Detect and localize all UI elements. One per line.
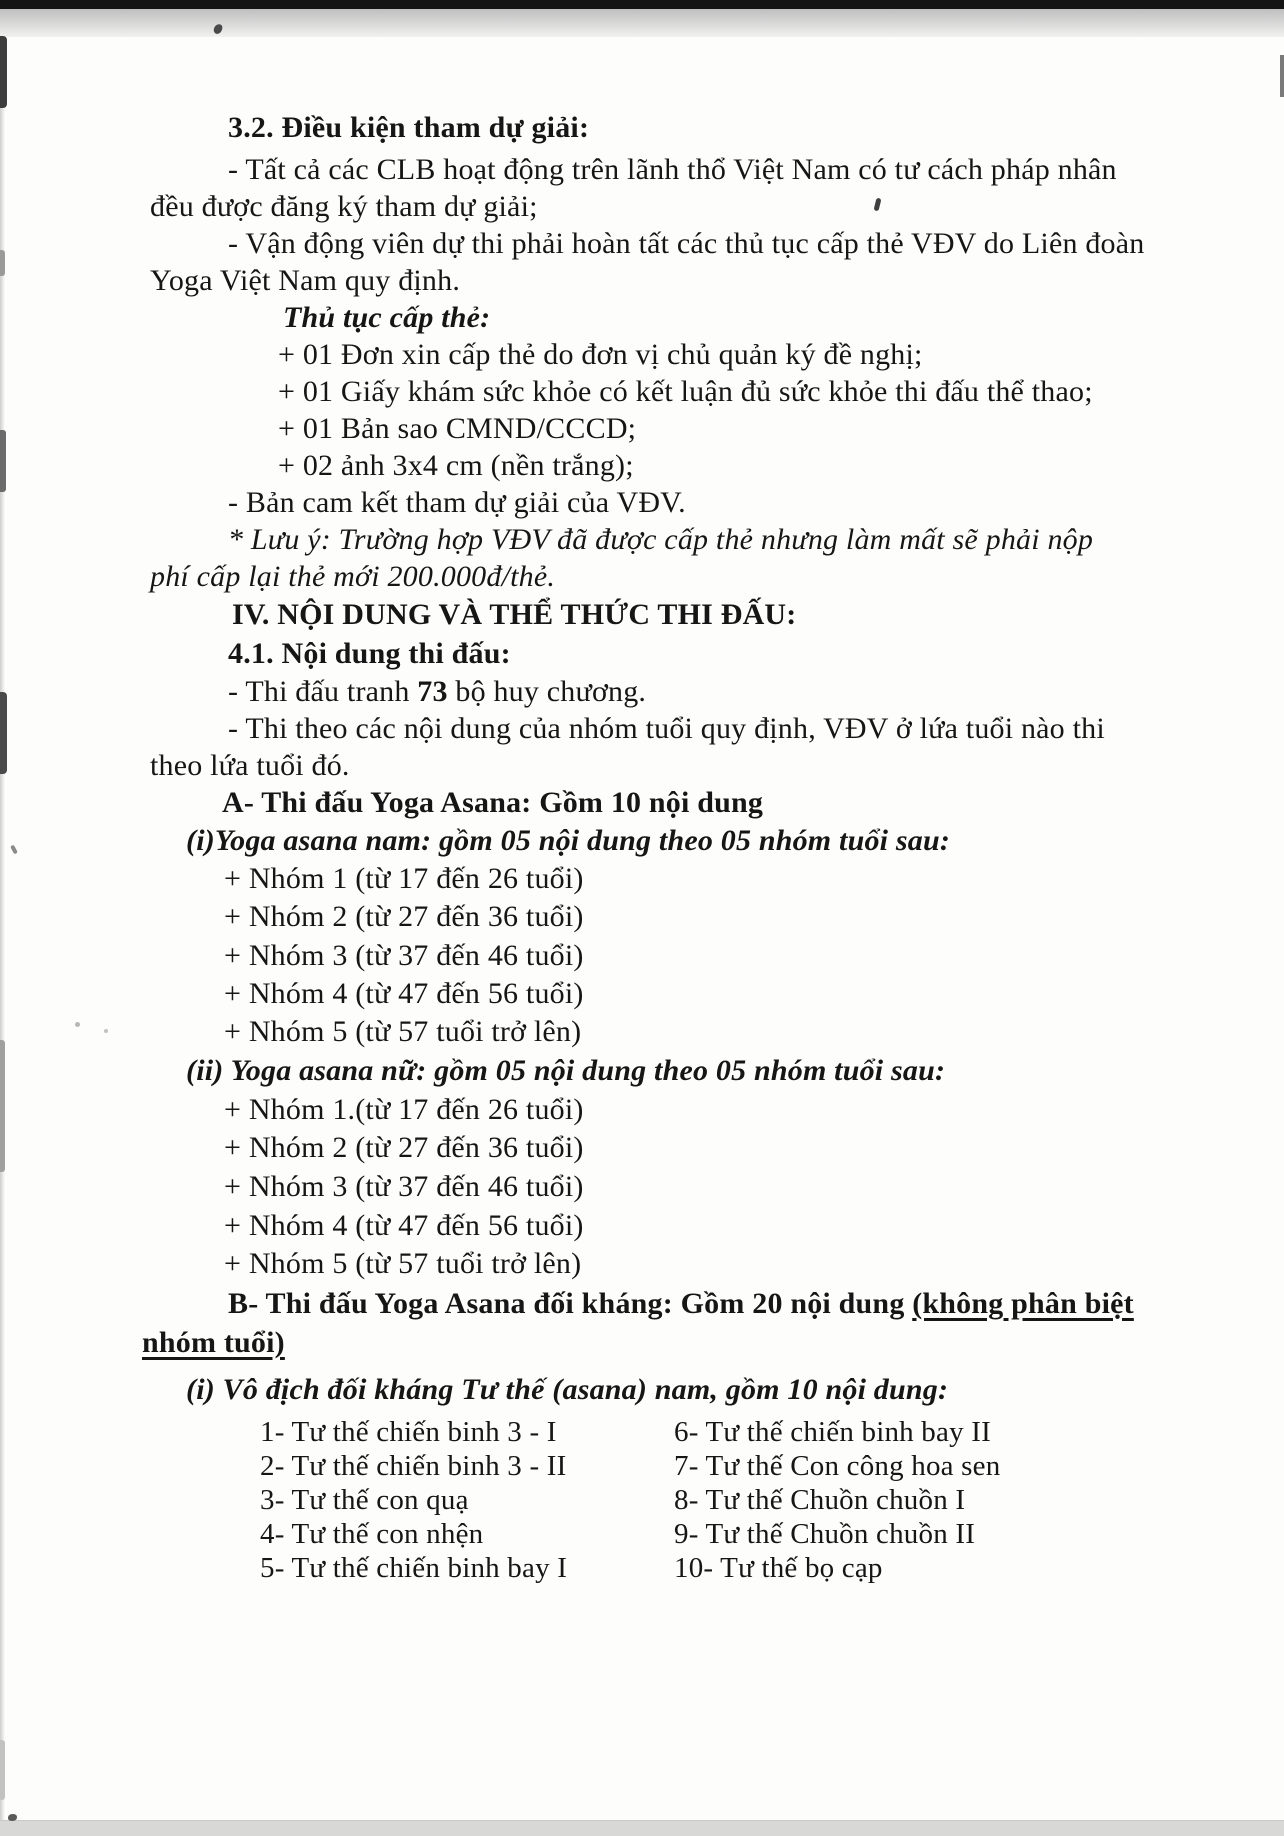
- pose-item-5: 5- Tư thế chiến binh bay I: [260, 1552, 568, 1584]
- scan-speck: [8, 1814, 17, 1821]
- paragraph-clb-line1: - Tất cả các CLB hoạt động trên lãnh thổ Việt Nam có tư cách pháp nhân: [228, 153, 1117, 186]
- age-rule-line1: - Thi theo các nội dung của nhóm tuổi quy định, VĐV ở lứa tuổi nào thi: [228, 712, 1105, 745]
- female-group-1: + Nhóm 1.(từ 17 đến 26 tuổi): [224, 1093, 584, 1126]
- female-asana-heading: (ii) Yoga asana nữ: gồm 05 nội dung theo 05 nhóm tuổi sau:: [186, 1054, 946, 1087]
- female-group-3: + Nhóm 3 (từ 37 đến 46 tuổi): [224, 1170, 584, 1203]
- procedure-item-2: + 01 Giấy khám sức khỏe có kết luận đủ sức khỏe thi đấu thể thao;: [278, 375, 1093, 408]
- paragraph-vdv-line2: Yoga Việt Nam quy định.: [150, 264, 461, 297]
- commitment-line: - Bản cam kết tham dự giải của VĐV.: [228, 486, 686, 519]
- female-group-5: + Nhóm 5 (từ 57 tuổi trở lên): [224, 1247, 582, 1280]
- scan-speck: [874, 198, 882, 212]
- age-rule-line2: theo lứa tuổi đó.: [150, 749, 350, 782]
- male-asana-heading: (i)Yoga asana nam: gồm 05 nội dung theo 05 nhóm tuổi sau:: [186, 824, 951, 857]
- medal-prefix: - Thi đấu tranh: [228, 675, 418, 708]
- scan-speck: [10, 845, 18, 855]
- procedure-item-1: + 01 Đơn xin cấp thẻ do đơn vị chủ quản ký đề nghị;: [278, 338, 923, 371]
- pose-item-3: 3- Tư thế con quạ: [260, 1484, 469, 1516]
- scan-speck: [104, 1029, 108, 1033]
- procedure-item-3: + 01 Bản sao CMND/CCCD;: [278, 412, 637, 445]
- subsection-b-heading-line1: [228, 1286, 1134, 1322]
- section-4-heading: IV. NỘI DUNG VÀ THỂ THỨC THI ĐẤU:: [232, 598, 797, 631]
- female-group-2: + Nhóm 2 (từ 27 đến 36 tuổi): [224, 1131, 584, 1164]
- male-group-5: + Nhóm 5 (từ 57 tuổi trở lên): [224, 1015, 582, 1048]
- scan-artifact: [0, 1740, 5, 1800]
- pose-item-10: 10- Tư thế bọ cạp: [674, 1552, 883, 1584]
- scan-artifact: [0, 250, 5, 276]
- pose-item-1: 1- Tư thế chiến binh 3 - I: [260, 1416, 557, 1448]
- male-group-1: + Nhóm 1 (từ 17 đến 26 tuổi): [224, 862, 584, 895]
- b-heading-underlined: (không phân biệt: [912, 1287, 1134, 1320]
- section-4-1-heading: 4.1. Nội dung thi đấu:: [228, 637, 511, 670]
- procedure-heading: Thủ tục cấp thẻ:: [283, 301, 491, 334]
- medal-count: 73: [417, 675, 448, 708]
- paragraph-clb-line2: đều được đăng ký tham dự giải;: [150, 190, 538, 223]
- pose-item-8: 8- Tư thế Chuồn chuồn I: [674, 1484, 966, 1516]
- duel-male-heading: (i) Vô địch đối kháng Tư thế (asana) nam, gồm 10 nội dung:: [186, 1373, 949, 1406]
- scan-edge-bottom-gray: [0, 1820, 1284, 1836]
- pose-item-9: 9- Tư thế Chuồn chuồn II: [674, 1518, 976, 1550]
- female-group-4: + Nhóm 4 (từ 47 đến 56 tuổi): [224, 1209, 584, 1242]
- pose-item-2: 2- Tư thế chiến binh 3 - II: [260, 1450, 567, 1482]
- scan-edge-top-black: [0, 0, 1284, 9]
- scan-artifact: [0, 1040, 5, 1172]
- scan-speck: [75, 1022, 80, 1027]
- male-group-2: + Nhóm 2 (từ 27 đến 36 tuổi): [224, 900, 584, 933]
- note-line1: * Lưu ý: Trường hợp VĐV đã được cấp thẻ nhưng làm mất sẽ phải nộp: [228, 523, 1094, 556]
- scan-artifact: [0, 430, 6, 492]
- scan-artifact: [0, 36, 7, 108]
- scan-artifact: [1280, 55, 1284, 97]
- section-3-2-heading: 3.2. Điều kiện tham dự giải:: [228, 111, 590, 144]
- male-group-3: + Nhóm 3 (từ 37 đến 46 tuổi): [224, 939, 584, 972]
- scan-speck: [213, 23, 224, 35]
- pose-item-6: 6- Tư thế chiến binh bay II: [674, 1416, 991, 1448]
- pose-item-7: 7- Tư thế Con công hoa sen: [674, 1450, 1001, 1482]
- note-line2: phí cấp lại thẻ mới 200.000đ/thẻ.: [150, 560, 556, 593]
- subsection-b-heading-line2: nhóm tuổi): [142, 1326, 285, 1359]
- medal-line: [228, 674, 646, 710]
- procedure-item-4: + 02 ảnh 3x4 cm (nền trắng);: [278, 449, 634, 482]
- scan-edge-top-gray: [0, 9, 1284, 37]
- male-group-4: + Nhóm 4 (từ 47 đến 56 tuổi): [224, 977, 584, 1010]
- paragraph-vdv-line1: - Vận động viên dự thi phải hoàn tất các thủ tục cấp thẻ VĐV do Liên đoàn: [228, 227, 1145, 260]
- scan-artifact: [0, 692, 7, 774]
- medal-suffix: bộ huy chương.: [447, 675, 647, 708]
- b-heading-normal: B- Thi đấu Yoga Asana đối kháng: Gồm 20 nội dung: [228, 1287, 913, 1320]
- pose-item-4: 4- Tư thế con nhện: [260, 1518, 484, 1550]
- scan-edge-left-strip: [0, 36, 5, 1820]
- subsection-a-heading: A- Thi đấu Yoga Asana: Gồm 10 nội dung: [222, 786, 764, 819]
